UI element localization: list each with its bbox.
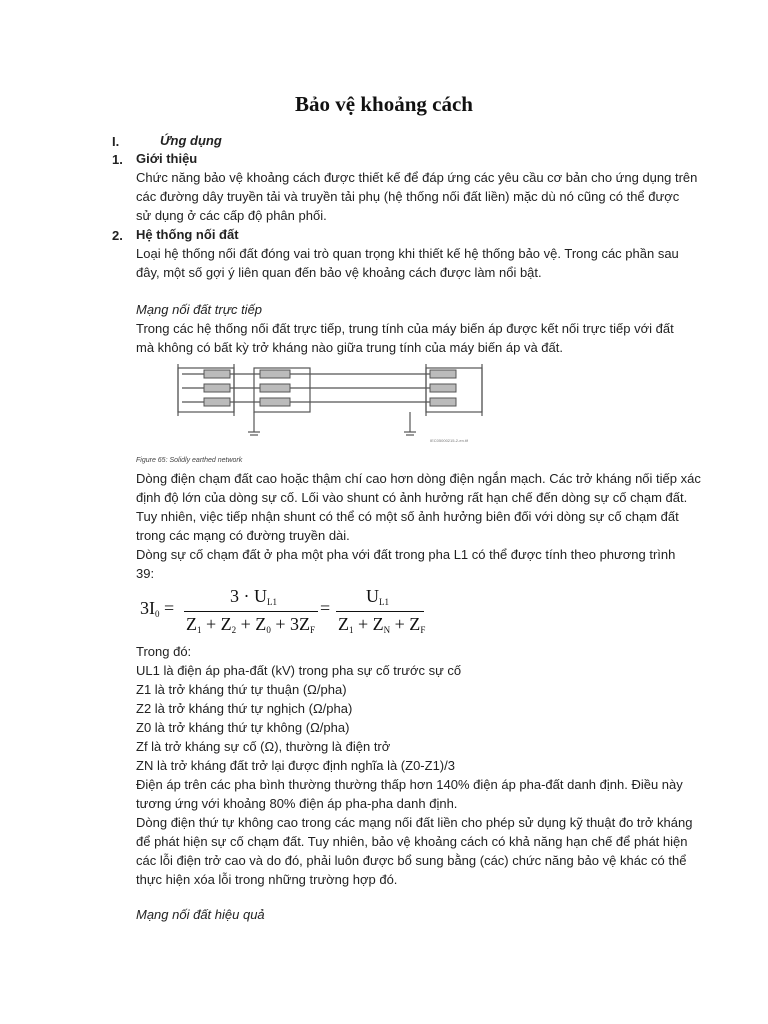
- definition-line: UL1 là điện áp pha-đất (kV) trong pha sự cố trước sự cố: [136, 663, 462, 678]
- italic-heading: Mạng nối đất trực tiếp: [136, 302, 263, 317]
- definition-line: ZN là trở kháng đất trở lại được định nghĩa là (Z0-Z1)/3: [136, 758, 455, 773]
- subsection-number: 2.: [112, 228, 123, 243]
- paragraph-line: Dòng sự cố chạm đất ở pha một pha với đất trong pha L1 có thể được tính theo phương trình: [136, 547, 676, 562]
- subsection-heading: Giới thiệu: [136, 151, 198, 166]
- paragraph-line: Điện áp trên các pha bình thường thường thấp hơn 140% điện áp pha-đất danh định. Điều này: [136, 777, 683, 792]
- subsection-heading: Hệ thống nối đất: [136, 227, 239, 242]
- paragraph-line: các lỗi điện trở cao và do đó, phải luôn được bổ sung bằng (các) chức năng bảo vệ khác có thể: [136, 853, 687, 868]
- subsection-number: 1.: [112, 152, 123, 167]
- paragraph-line: trong các mạng có đường truyền dài.: [136, 528, 350, 543]
- definition-line: Z1 là trở kháng thứ tự thuận (Ω/pha): [136, 682, 347, 697]
- fault-current-equation: $3I_0$ = $3 \cdot U_{L1}$ $Z_1 + Z_2 + Z_0 + 3Z_F$ = $U_{L1}$ $Z_1 + Z_N + Z_F$: [140, 586, 426, 635]
- paragraph-line: để phát hiện sự cố chạm đất. Tuy nhiên, bảo vệ khoảng cách có khả năng hạn chế để phát hiện: [136, 834, 688, 849]
- solidly-earthed-network-diagram: [134, 360, 526, 456]
- figure-code: IEC05000215-2-en.tif: [430, 438, 469, 443]
- paragraph-line: Dòng điện chạm đất cao hoặc thậm chí cao hơn dòng điện ngắn mạch. Các trở kháng nối tiếp xác: [136, 471, 701, 486]
- definitions-label: Trong đó:: [136, 644, 192, 659]
- paragraph-line: sử dụng ở các cấp độ phân phối.: [136, 208, 327, 223]
- paragraph-line: định độ lớn của dòng sự cố. Lối vào shunt có ảnh hưởng rất hạn chế đến dòng sự cố chạm đất.: [136, 490, 688, 505]
- page-title: Bảo vệ khoảng cách: [295, 92, 473, 116]
- paragraph-line: 39:: [136, 566, 155, 581]
- figure-caption: Figure 65: Solidly earthed network: [136, 457, 243, 464]
- section-heading: Ứng dụng: [160, 133, 222, 148]
- paragraph-line: Chức năng bảo vệ khoảng cách được thiết kế để đáp ứng các yêu cầu cơ bản cho ứng dụng trên: [136, 170, 698, 185]
- paragraph-line: Loại hệ thống nối đất đóng vai trò quan trọng khi thiết kế hệ thống bảo vệ. Trong các phần sau: [136, 246, 679, 261]
- paragraph-line: Trong các hệ thống nối đất trực tiếp, trung tính của máy biến áp được kết nối trực tiếp với đất: [136, 321, 674, 336]
- italic-heading: Mạng nối đất hiệu quả: [136, 907, 265, 922]
- paragraph-line: Tuy nhiên, việc tiếp nhận shunt có thể có một số ảnh hưởng biên đối với dòng sự cố chạm đất: [136, 509, 679, 524]
- section-number: I.: [112, 134, 120, 149]
- definition-line: Z0 là trở kháng thứ tự không (Ω/pha): [136, 720, 350, 735]
- network-figure: [134, 360, 526, 470]
- paragraph-line: đây, một số gợi ý liên quan đến bảo vệ khoảng cách được làm nổi bật.: [136, 265, 542, 280]
- paragraph-line: tương ứng với khoảng 80% điện áp pha-pha danh định.: [136, 796, 458, 811]
- definition-line: Z2 là trở kháng thứ tự nghịch (Ω/pha): [136, 701, 353, 716]
- paragraph-line: các đường dây truyền tải và truyền tải phụ (hệ thống nối đất liền) mặc dù nó cũng có thể được: [136, 189, 680, 204]
- paragraph-line: mà không có bất kỳ trở kháng nào giữa trung tính của máy biến áp và đất.: [136, 340, 563, 355]
- definition-line: Zf là trở kháng sự cố (Ω), thường là điện trở: [136, 739, 391, 754]
- paragraph-line: Dòng điện thứ tự không cao trong các mạng nối đất liền cho phép sử dụng kỹ thuật đo trở kháng: [136, 815, 693, 830]
- paragraph-line: thực hiện xóa lỗi trong những trường hợp đó.: [136, 872, 398, 887]
